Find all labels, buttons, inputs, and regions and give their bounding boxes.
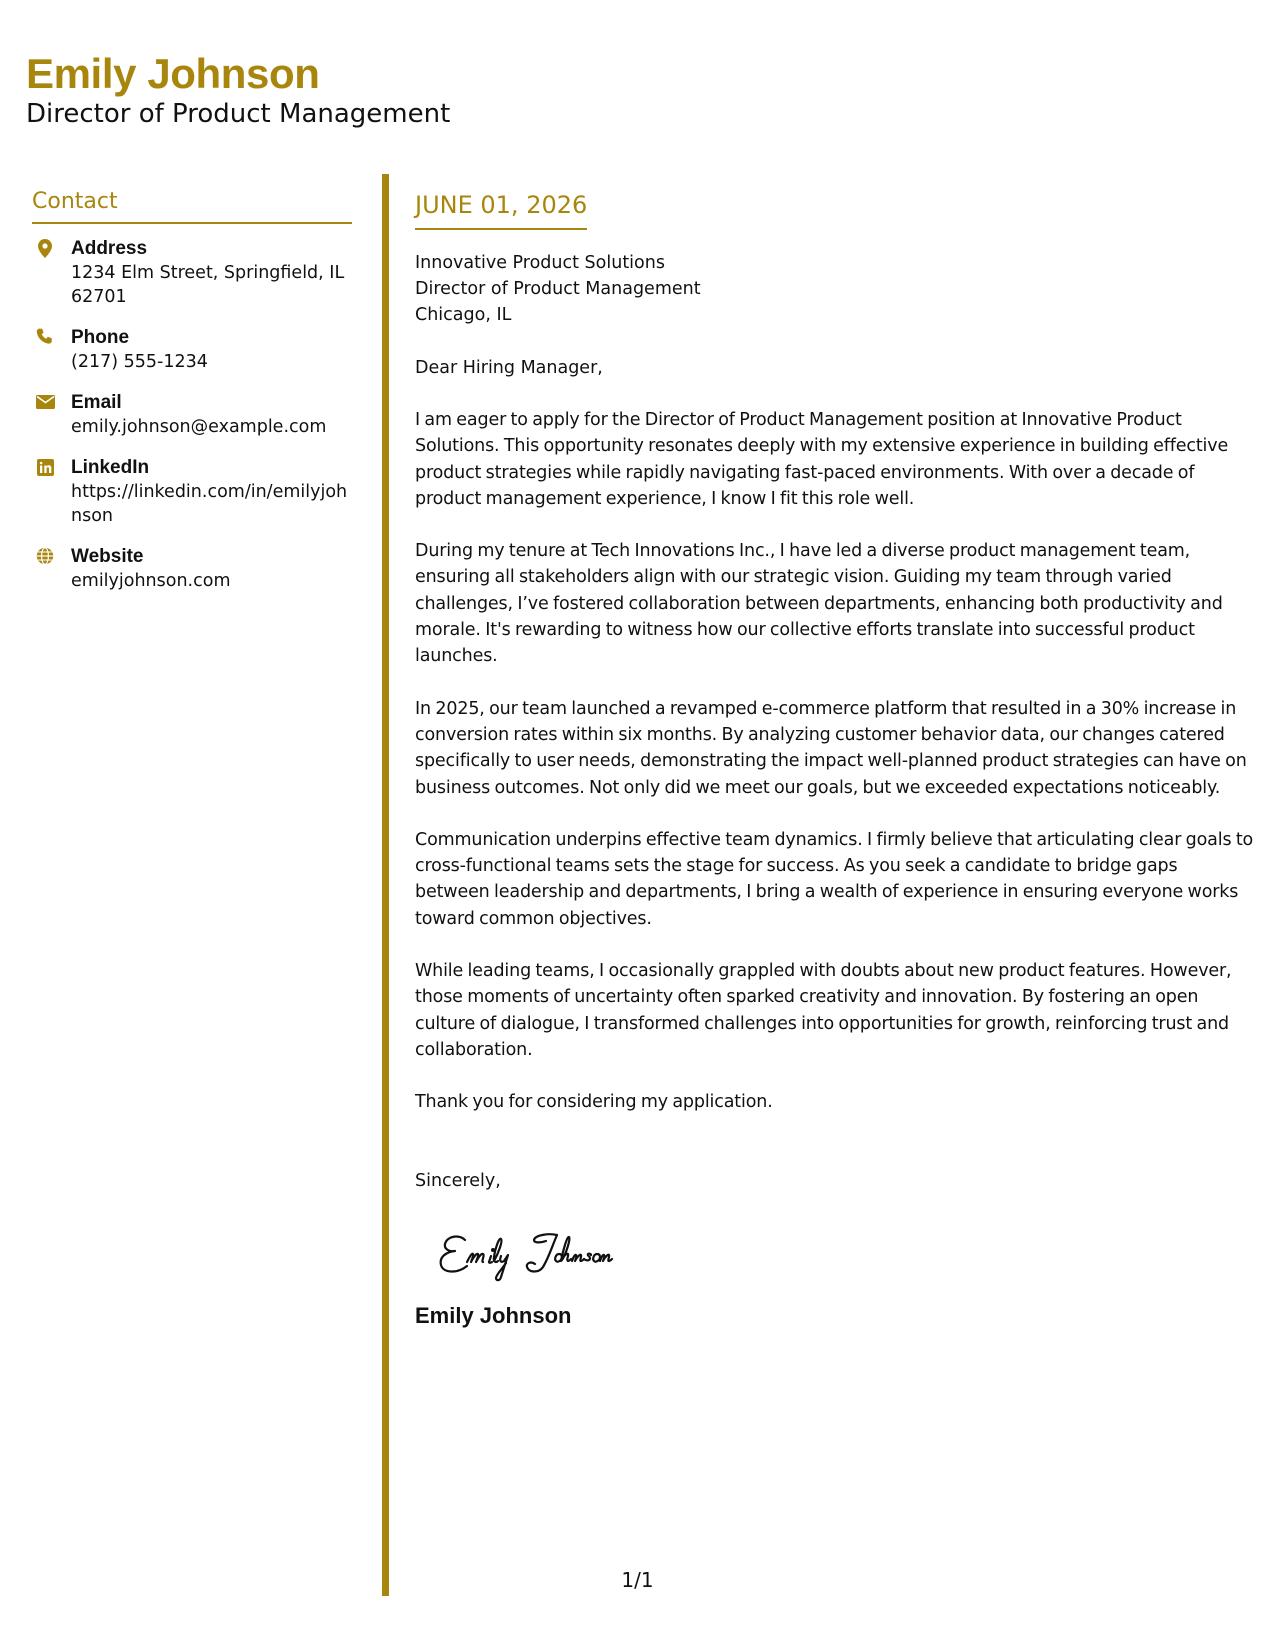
recipient-location: Chicago, IL xyxy=(415,305,512,325)
closing: Sincerely, xyxy=(415,1170,501,1191)
contact-label: Website xyxy=(71,546,144,567)
contact-value: https://linkedin.com/in/emilyjohnson xyxy=(71,482,348,526)
contact-section-title: Contact xyxy=(32,188,352,224)
contact-value: 1234 Elm Street, Springfield, IL 62701 xyxy=(71,263,345,307)
applicant-name: Emily Johnson xyxy=(26,50,320,97)
contact-sidebar xyxy=(32,188,352,609)
contact-list xyxy=(32,236,352,593)
body-paragraph: I am eager to apply for the Director of Product Management position at Innovative Product Solutions. This opportunity resonates deeply with my extensive experience in building effective product strategies while rapidly navigating fast-paced environments. With over a decade of product management experience, I know I fit this role well. xyxy=(415,410,1229,509)
body-paragraph: Communication underpins effective team dynamics. I firmly believe that articulating clear goals to cross-functional teams sets the stage for success. As you seek a candidate to bridge gaps between leadership and departments, I bring a wealth of experience in ensuring everyone works toward common objectives. xyxy=(415,829,1254,929)
contact-item-address xyxy=(32,236,352,309)
phone-icon xyxy=(35,327,55,347)
page-number: 1/1 xyxy=(621,1568,654,1592)
handwritten-signature xyxy=(431,1218,671,1288)
contact-label: Email xyxy=(71,392,122,413)
contact-item-linkedin xyxy=(32,455,352,528)
envelope-icon xyxy=(35,392,55,412)
globe-icon xyxy=(35,546,55,566)
linkedin-icon xyxy=(35,457,55,477)
contact-value: emily.johnson@example.com xyxy=(71,417,327,437)
column-divider xyxy=(382,174,389,1596)
applicant-title: Director of Product Management xyxy=(26,99,451,129)
contact-value: (217) 555-1234 xyxy=(71,352,208,372)
contact-label: Address xyxy=(71,238,148,259)
body-paragraph: Thank you for considering my application. xyxy=(415,1092,773,1113)
contact-label: Phone xyxy=(71,327,130,348)
body-paragraph: In 2025, our team launched a revamped e-commerce platform that resulted in a 30% increase in conversion rates within six months. By analyzing customer behavior data, our changes catered specifically to user needs, demonstrating the impact well-planned product strategies can have on business outcomes. Not only did we meet our goals, but we exceeded expectations noticeably. xyxy=(415,698,1247,798)
date-block xyxy=(415,190,587,230)
recipient-block xyxy=(415,250,1255,328)
contact-label: LinkedIn xyxy=(71,457,150,478)
contact-item-email xyxy=(32,390,352,439)
recipient-company: Innovative Product Solutions xyxy=(415,253,665,273)
letter-header xyxy=(26,50,450,130)
letter-body xyxy=(415,190,1255,1330)
body-paragraph: While leading teams, I occasionally grappled with doubts about new product features. However, those moments of uncertainty often sparked creativity and innovation. By fostering an open culture of dialogue, I transformed challenges into opportunities for growth, reinforcing trust and collaboration. xyxy=(415,961,1232,1060)
contact-value: emilyjohnson.com xyxy=(71,571,231,591)
letter-date: JUNE 01, 2026 xyxy=(415,191,588,219)
body-paragraph: During my tenure at Tech Innovations Inc., I have led a diverse product management team, ensuring all stakeholders align with our strategic vision. Guiding my team through varied challenges, I’ve fostered collaboration between departments, enhancing both productivity and morale. It's rewarding to witness how our collective efforts translate into successful product launches. xyxy=(415,541,1223,667)
contact-item-phone xyxy=(32,325,352,374)
contact-item-website xyxy=(32,544,352,593)
recipient-position: Director of Product Management xyxy=(415,279,701,299)
signer-name: Emily Johnson xyxy=(415,1302,572,1328)
greeting: Dear Hiring Manager, xyxy=(415,358,603,378)
map-pin-icon xyxy=(35,238,55,258)
